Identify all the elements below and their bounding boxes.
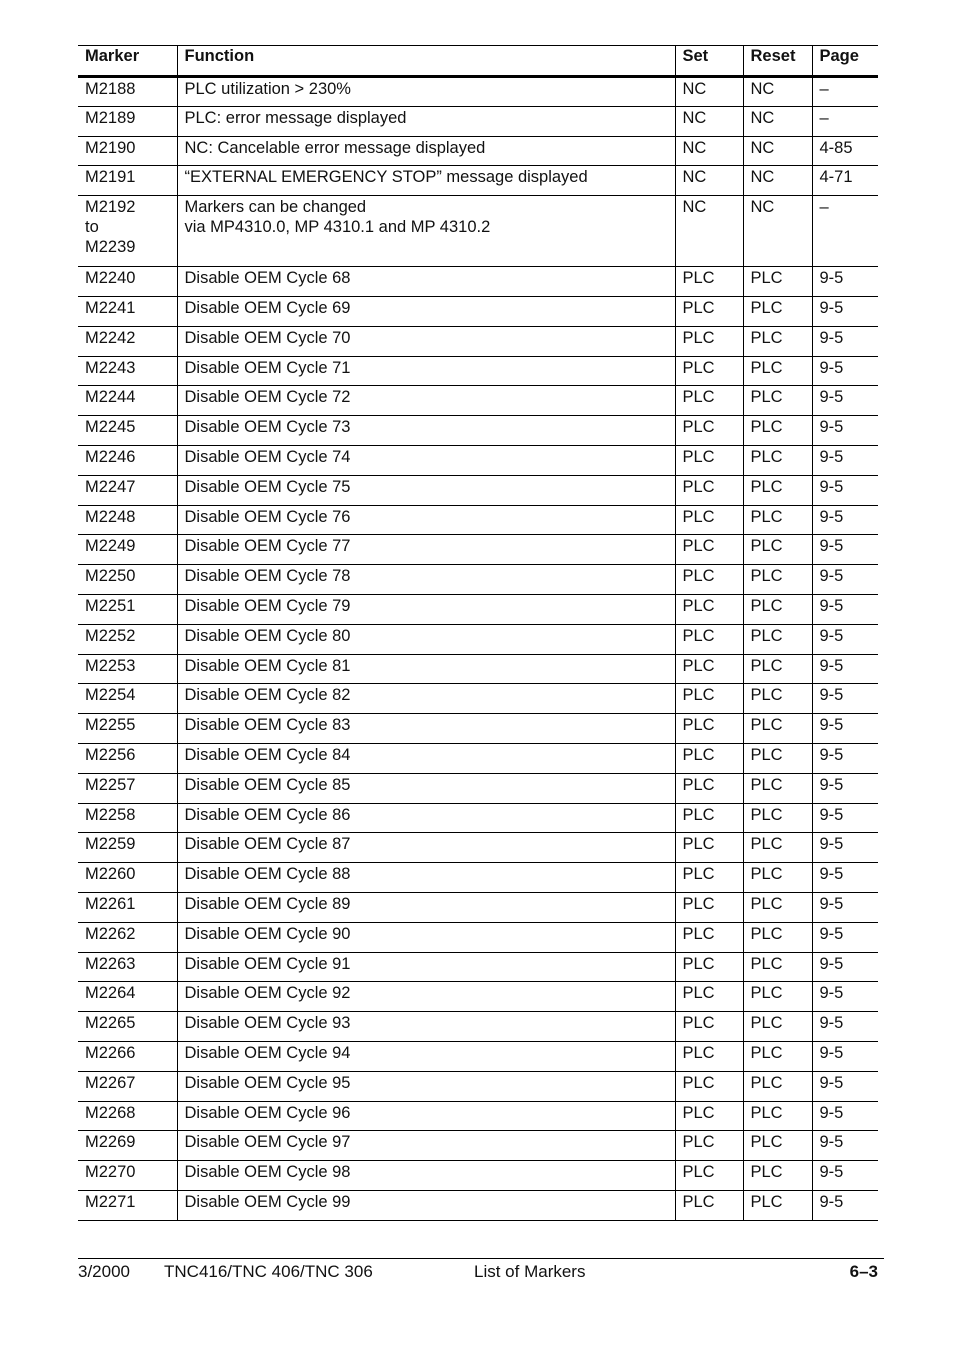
cell-marker: M2249 bbox=[85, 537, 136, 556]
cell-page: 9-5 bbox=[812, 1161, 878, 1191]
cell-set: PLC bbox=[675, 684, 743, 714]
footer-date: 3/2000 bbox=[78, 1262, 130, 1281]
header-marker: Marker bbox=[85, 47, 140, 65]
cell-marker: M2259 bbox=[85, 835, 136, 854]
cell-set: PLC bbox=[675, 803, 743, 833]
cell-page: – bbox=[812, 77, 878, 107]
table-row bbox=[78, 952, 878, 982]
cell-page: 9-5 bbox=[812, 475, 878, 505]
table-row bbox=[78, 445, 878, 475]
cell-function: Disable OEM Cycle 72 bbox=[177, 386, 675, 416]
cell-function: Disable OEM Cycle 88 bbox=[177, 863, 675, 893]
cell-page: 9-5 bbox=[812, 326, 878, 356]
cell-marker: M2244 bbox=[85, 388, 136, 407]
table-row bbox=[78, 296, 878, 326]
cell-page: 9-5 bbox=[812, 565, 878, 595]
cell-page: 9-5 bbox=[812, 267, 878, 297]
cell-page: 9-5 bbox=[812, 773, 878, 803]
cell-page: 9-5 bbox=[812, 386, 878, 416]
table-row bbox=[78, 624, 878, 654]
cell-reset: PLC bbox=[743, 773, 812, 803]
cell-function: Disable OEM Cycle 95 bbox=[177, 1071, 675, 1101]
cell-reset: PLC bbox=[743, 1131, 812, 1161]
cell-marker: M2260 bbox=[85, 865, 136, 884]
cell-set: PLC bbox=[675, 1101, 743, 1131]
cell-marker: M2254 bbox=[85, 686, 136, 705]
cell-function: Disable OEM Cycle 73 bbox=[177, 416, 675, 446]
cell-marker: M2258 bbox=[85, 805, 136, 824]
cell-reset: PLC bbox=[743, 386, 812, 416]
cell-set: PLC bbox=[675, 565, 743, 595]
cell-function: Disable OEM Cycle 71 bbox=[177, 356, 675, 386]
cell-set: PLC bbox=[675, 535, 743, 565]
cell-function: Disable OEM Cycle 85 bbox=[177, 773, 675, 803]
cell-page: – bbox=[812, 196, 878, 267]
cell-reset: PLC bbox=[743, 714, 812, 744]
cell-function: PLC utilization > 230% bbox=[177, 77, 675, 107]
cell-marker: M2189 bbox=[85, 108, 136, 127]
cell-page: 9-5 bbox=[812, 684, 878, 714]
cell-page: 9-5 bbox=[812, 1101, 878, 1131]
table-row bbox=[78, 1041, 878, 1071]
cell-set: PLC bbox=[675, 833, 743, 863]
table-row bbox=[78, 1131, 878, 1161]
cell-reset: PLC bbox=[743, 356, 812, 386]
cell-page: 9-5 bbox=[812, 803, 878, 833]
cell-reset: PLC bbox=[743, 326, 812, 356]
cell-marker: M2241 bbox=[85, 298, 136, 317]
cell-set: PLC bbox=[675, 445, 743, 475]
cell-page: 9-5 bbox=[812, 356, 878, 386]
cell-page: 9-5 bbox=[812, 1041, 878, 1071]
table-row bbox=[78, 267, 878, 297]
cell-set: NC bbox=[675, 166, 743, 196]
cell-set: NC bbox=[675, 196, 743, 267]
cell-marker: M2268 bbox=[85, 1103, 136, 1122]
cell-marker: M2261 bbox=[85, 894, 136, 913]
cell-reset: PLC bbox=[743, 624, 812, 654]
cell-set: NC bbox=[675, 136, 743, 166]
cell-page: 9-5 bbox=[812, 743, 878, 773]
cell-reset: PLC bbox=[743, 594, 812, 624]
cell-reset: NC bbox=[743, 106, 812, 136]
table-row bbox=[78, 684, 878, 714]
cell-page: 9-5 bbox=[812, 1190, 878, 1220]
cell-marker: M2243 bbox=[85, 358, 136, 377]
cell-marker: M2269 bbox=[85, 1133, 136, 1152]
table-body bbox=[78, 77, 878, 1221]
cell-marker: M2270 bbox=[85, 1163, 136, 1182]
cell-reset: PLC bbox=[743, 952, 812, 982]
cell-function: Disable OEM Cycle 79 bbox=[177, 594, 675, 624]
table-row bbox=[78, 714, 878, 744]
cell-reset: PLC bbox=[743, 416, 812, 446]
cell-reset: PLC bbox=[743, 892, 812, 922]
cell-marker: M2264 bbox=[85, 984, 136, 1003]
cell-marker: M2251 bbox=[85, 596, 136, 615]
table-row bbox=[78, 773, 878, 803]
cell-function: Disable OEM Cycle 89 bbox=[177, 892, 675, 922]
cell-set: PLC bbox=[675, 624, 743, 654]
cell-page: 9-5 bbox=[812, 296, 878, 326]
cell-marker: M2252 bbox=[85, 626, 136, 645]
cell-set: PLC bbox=[675, 1131, 743, 1161]
cell-page: 9-5 bbox=[812, 505, 878, 535]
cell-page: 9-5 bbox=[812, 416, 878, 446]
cell-page: 9-5 bbox=[812, 1071, 878, 1101]
table-row bbox=[78, 892, 878, 922]
cell-function: Disable OEM Cycle 68 bbox=[177, 267, 675, 297]
cell-marker: M2190 bbox=[85, 138, 136, 157]
cell-page: 9-5 bbox=[812, 445, 878, 475]
cell-page: – bbox=[812, 106, 878, 136]
table-row bbox=[78, 922, 878, 952]
cell-set: PLC bbox=[675, 1071, 743, 1101]
table-row bbox=[78, 535, 878, 565]
cell-function: PLC: error message displayed bbox=[177, 106, 675, 136]
cell-page: 9-5 bbox=[812, 594, 878, 624]
cell-set: PLC bbox=[675, 356, 743, 386]
cell-reset: PLC bbox=[743, 684, 812, 714]
cell-set: NC bbox=[675, 106, 743, 136]
cell-function: Disable OEM Cycle 92 bbox=[177, 982, 675, 1012]
cell-page: 9-5 bbox=[812, 1131, 878, 1161]
table-row bbox=[78, 863, 878, 893]
cell-page: 9-5 bbox=[812, 833, 878, 863]
table-row bbox=[78, 416, 878, 446]
cell-function: Disable OEM Cycle 97 bbox=[177, 1131, 675, 1161]
cell-set: PLC bbox=[675, 326, 743, 356]
cell-function: Markers can be changed via MP4310.0, MP 4310.1 and MP 4310.2 bbox=[177, 196, 675, 267]
table-row bbox=[78, 982, 878, 1012]
table-row bbox=[78, 166, 878, 196]
table-row bbox=[78, 1190, 878, 1220]
cell-marker: M2250 bbox=[85, 567, 136, 586]
cell-reset: NC bbox=[743, 166, 812, 196]
cell-marker: M2188 bbox=[85, 80, 136, 98]
cell-reset: PLC bbox=[743, 654, 812, 684]
cell-function: Disable OEM Cycle 70 bbox=[177, 326, 675, 356]
cell-reset: PLC bbox=[743, 1071, 812, 1101]
cell-page: 9-5 bbox=[812, 892, 878, 922]
cell-function: Disable OEM Cycle 78 bbox=[177, 565, 675, 595]
table-row bbox=[78, 594, 878, 624]
header-row bbox=[78, 46, 878, 77]
cell-page: 9-5 bbox=[812, 1012, 878, 1042]
cell-marker: M2271 bbox=[85, 1192, 136, 1211]
cell-marker: M2242 bbox=[85, 328, 136, 347]
table-row bbox=[78, 386, 878, 416]
cell-set: NC bbox=[675, 77, 743, 107]
cell-function: Disable OEM Cycle 76 bbox=[177, 505, 675, 535]
cell-reset: PLC bbox=[743, 1161, 812, 1191]
table-row bbox=[78, 1101, 878, 1131]
cell-reset: PLC bbox=[743, 445, 812, 475]
cell-reset: PLC bbox=[743, 535, 812, 565]
cell-reset: PLC bbox=[743, 833, 812, 863]
cell-page: 9-5 bbox=[812, 714, 878, 744]
cell-set: PLC bbox=[675, 416, 743, 446]
cell-function: Disable OEM Cycle 99 bbox=[177, 1190, 675, 1220]
cell-set: PLC bbox=[675, 743, 743, 773]
cell-page: 9-5 bbox=[812, 624, 878, 654]
table-row bbox=[78, 1071, 878, 1101]
table-row bbox=[78, 505, 878, 535]
cell-function: Disable OEM Cycle 77 bbox=[177, 535, 675, 565]
cell-marker: M2240 bbox=[85, 269, 136, 288]
cell-reset: PLC bbox=[743, 267, 812, 297]
cell-function: Disable OEM Cycle 90 bbox=[177, 922, 675, 952]
cell-set: PLC bbox=[675, 714, 743, 744]
table-row bbox=[78, 326, 878, 356]
cell-reset: PLC bbox=[743, 743, 812, 773]
cell-page: 4-85 bbox=[812, 136, 878, 166]
table-row bbox=[78, 106, 878, 136]
cell-reset: PLC bbox=[743, 475, 812, 505]
table-row bbox=[78, 196, 878, 267]
cell-marker: M2255 bbox=[85, 716, 136, 735]
cell-set: PLC bbox=[675, 1041, 743, 1071]
footer-section-title: List of Markers bbox=[474, 1262, 586, 1281]
cell-set: PLC bbox=[675, 475, 743, 505]
cell-set: PLC bbox=[675, 1012, 743, 1042]
header-set: Set bbox=[675, 46, 743, 77]
cell-marker: M2248 bbox=[85, 507, 136, 526]
table-row bbox=[78, 1012, 878, 1042]
cell-reset: PLC bbox=[743, 1190, 812, 1220]
cell-function: Disable OEM Cycle 81 bbox=[177, 654, 675, 684]
cell-function: Disable OEM Cycle 74 bbox=[177, 445, 675, 475]
cell-reset: NC bbox=[743, 196, 812, 267]
cell-page: 9-5 bbox=[812, 863, 878, 893]
header-page: Page bbox=[812, 46, 878, 77]
table-row bbox=[78, 77, 878, 107]
cell-marker: M2245 bbox=[85, 418, 136, 437]
cell-reset: PLC bbox=[743, 982, 812, 1012]
cell-set: PLC bbox=[675, 863, 743, 893]
cell-reset: PLC bbox=[743, 565, 812, 595]
cell-set: PLC bbox=[675, 386, 743, 416]
table-row bbox=[78, 654, 878, 684]
table-row bbox=[78, 833, 878, 863]
cell-reset: NC bbox=[743, 77, 812, 107]
cell-reset: NC bbox=[743, 136, 812, 166]
header-reset: Reset bbox=[743, 46, 812, 77]
table-row bbox=[78, 136, 878, 166]
cell-reset: PLC bbox=[743, 1041, 812, 1071]
table-row bbox=[78, 475, 878, 505]
footer-model: TNC416/TNC 406/TNC 306 bbox=[164, 1262, 373, 1281]
cell-function: “EXTERNAL EMERGENCY STOP” message displayed bbox=[177, 166, 675, 196]
cell-set: PLC bbox=[675, 267, 743, 297]
cell-marker: M2247 bbox=[85, 477, 136, 496]
cell-function: Disable OEM Cycle 86 bbox=[177, 803, 675, 833]
cell-set: PLC bbox=[675, 922, 743, 952]
cell-set: PLC bbox=[675, 1161, 743, 1191]
cell-function: Disable OEM Cycle 98 bbox=[177, 1161, 675, 1191]
cell-set: PLC bbox=[675, 892, 743, 922]
cell-marker: M2257 bbox=[85, 775, 136, 794]
table-row bbox=[78, 565, 878, 595]
cell-page: 9-5 bbox=[812, 982, 878, 1012]
table-row bbox=[78, 803, 878, 833]
cell-function: Disable OEM Cycle 91 bbox=[177, 952, 675, 982]
cell-reset: PLC bbox=[743, 505, 812, 535]
cell-marker: M2253 bbox=[85, 656, 136, 675]
cell-reset: PLC bbox=[743, 1101, 812, 1131]
cell-function: Disable OEM Cycle 94 bbox=[177, 1041, 675, 1071]
table-row bbox=[78, 356, 878, 386]
cell-page: 9-5 bbox=[812, 654, 878, 684]
cell-set: PLC bbox=[675, 952, 743, 982]
cell-page: 9-5 bbox=[812, 922, 878, 952]
cell-set: PLC bbox=[675, 654, 743, 684]
cell-function: Disable OEM Cycle 87 bbox=[177, 833, 675, 863]
cell-reset: PLC bbox=[743, 803, 812, 833]
table-row bbox=[78, 743, 878, 773]
cell-set: PLC bbox=[675, 505, 743, 535]
cell-function: Disable OEM Cycle 80 bbox=[177, 624, 675, 654]
cell-page: 4-71 bbox=[812, 166, 878, 196]
cell-function: Disable OEM Cycle 69 bbox=[177, 296, 675, 326]
header-function: Function bbox=[177, 46, 675, 77]
markers-table bbox=[78, 45, 878, 1221]
cell-set: PLC bbox=[675, 296, 743, 326]
cell-marker: M2192 to M2239 bbox=[85, 198, 136, 257]
cell-set: PLC bbox=[675, 773, 743, 803]
table-header bbox=[78, 46, 878, 77]
cell-marker: M2256 bbox=[85, 745, 136, 764]
footer-rule bbox=[78, 1258, 884, 1259]
cell-marker: M2267 bbox=[85, 1073, 136, 1092]
cell-page: 9-5 bbox=[812, 535, 878, 565]
cell-function: Disable OEM Cycle 96 bbox=[177, 1101, 675, 1131]
cell-reset: PLC bbox=[743, 296, 812, 326]
cell-function: Disable OEM Cycle 82 bbox=[177, 684, 675, 714]
cell-function: Disable OEM Cycle 84 bbox=[177, 743, 675, 773]
cell-set: PLC bbox=[675, 594, 743, 624]
footer-page-number: 6–3 bbox=[849, 1262, 878, 1281]
cell-function: NC: Cancelable error message displayed bbox=[177, 136, 675, 166]
cell-marker: M2262 bbox=[85, 924, 136, 943]
cell-marker: M2266 bbox=[85, 1043, 136, 1062]
cell-reset: PLC bbox=[743, 1012, 812, 1042]
cell-set: PLC bbox=[675, 982, 743, 1012]
cell-function: Disable OEM Cycle 83 bbox=[177, 714, 675, 744]
cell-function: Disable OEM Cycle 75 bbox=[177, 475, 675, 505]
cell-marker: M2263 bbox=[85, 954, 136, 973]
cell-marker: M2246 bbox=[85, 447, 136, 466]
cell-set: PLC bbox=[675, 1190, 743, 1220]
cell-reset: PLC bbox=[743, 863, 812, 893]
cell-marker: M2265 bbox=[85, 1014, 136, 1033]
cell-reset: PLC bbox=[743, 922, 812, 952]
cell-marker: M2191 bbox=[85, 168, 136, 187]
cell-page: 9-5 bbox=[812, 952, 878, 982]
cell-function: Disable OEM Cycle 93 bbox=[177, 1012, 675, 1042]
table-row bbox=[78, 1161, 878, 1191]
